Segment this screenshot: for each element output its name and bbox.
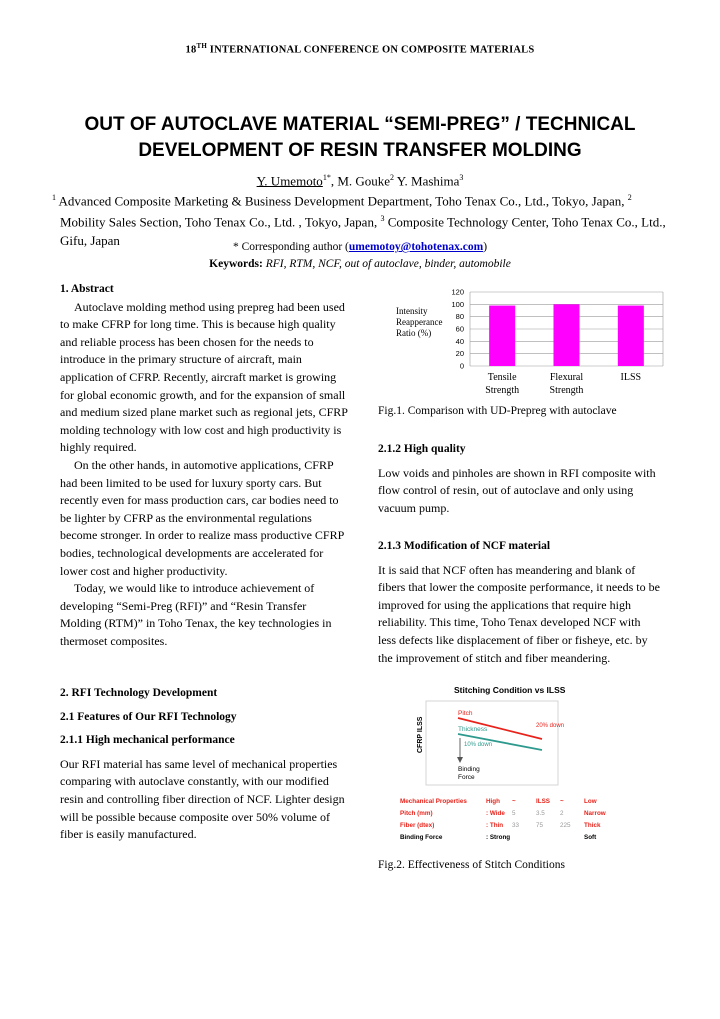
section-2 [60, 685, 348, 844]
fig2-table-cell: Thick [584, 822, 601, 829]
fig2-table-cell: : Wide [486, 810, 505, 817]
fig2-table-cell: : Strong [486, 834, 511, 841]
fig2-table-cell: Soft [584, 834, 597, 841]
fig2-table-cell: : Thin [486, 822, 504, 829]
abstract-heading: 1. Abstract [60, 283, 114, 295]
section-2-1-3-heading: 2.1.3 Modification of NCF material [378, 540, 551, 552]
section-2-1-1-paragraph: Our RFI material has same level of mechanical properties comparing with autoclave constantly, with our modified resin and controlling fiber direction of NCF. Lighter design will be possible because composite over 50% volume of fiber is easily manufactured. [60, 756, 345, 842]
section-2-1-2 [378, 441, 660, 517]
fig2-table-cell: High [486, 798, 500, 805]
fig2-binding-label-1: Binding [458, 766, 480, 773]
fig2-table-cell: 225 [560, 822, 571, 829]
chart-xtick-label: Tensile [487, 372, 517, 383]
fig2-table-cell: 33 [512, 822, 520, 829]
fig2-table-cell: Low [584, 798, 597, 805]
fig2-pitch-label: Pitch [458, 710, 473, 717]
chart-xtick-label: ILSS [620, 372, 642, 383]
fig2-table-cell: 5 [512, 810, 516, 817]
paper-title [40, 112, 680, 164]
email-link[interactable]: umemotoy@tohotenax.com [348, 241, 484, 253]
fig2-caption: Fig.2. Effectiveness of Stitch Conditions [378, 859, 565, 871]
fig2-table-cell: ILSS [536, 798, 550, 805]
chart-ytick-label: 80 [455, 312, 464, 322]
section-2-1-2-paragraph: Low voids and pinholes are shown in RFI composite with flow control of resin, out of autoclave and only using vacuum pump. [378, 465, 656, 515]
chart-bar [489, 306, 515, 366]
section-2-heading: 2. RFI Technology Development [60, 687, 218, 699]
chart-ytick-label: 40 [455, 336, 464, 346]
chart-xtick-label: Strength [485, 385, 520, 396]
chart-ytick-label: 120 [451, 287, 464, 297]
fig2-table-cell: ~ [512, 798, 516, 805]
fig2-table-cell: Mechanical Properties [400, 798, 467, 805]
chart-bar [554, 304, 580, 366]
fig2-table-cell: Fiber (dtex) [400, 822, 435, 829]
section-2-1-3 [378, 538, 660, 667]
fig2-title: Stitching Condition vs ILSS [454, 685, 566, 695]
abstract-paragraph-1: Autoclave molding method using prepreg had been used to make CFRP for long time. This is because high quality and reliable process has been chosen for the needs to introduce in the primary structure of aircraft, main application of CFRP. Recently, aircraft market is growing for global economic growth, and for the expansion of small and medium sized plane market such as regional jets, CFRP molding technology with low cost and high productivity is highly required. [60, 299, 348, 455]
fig2-thickness-down: 10% down [464, 742, 493, 748]
corresponding-author: * Corresponding author (umemotoy@tohotenax.com) [232, 241, 488, 253]
fig2-table-cell: Binding Force [400, 834, 443, 841]
fig2-table-cell: 2 [560, 810, 564, 817]
affiliations: $^1$ Advanced Composite Marketing & Business Development Department, Toho Tenax Co., Ltd., Tokyo, Japan, $^2$ Mobility Sales Section, Toho Tenax Co., Ltd. , Tokyo, Japan, $^3$ Composite Technology Center, Toho Tenax Co., Ltd., Gifu, Japan [52, 193, 666, 248]
chart-ytick-label: 100 [451, 299, 464, 309]
chart-ytick-label: 60 [455, 324, 464, 334]
section-2-1-2-heading: 2.1.2 High quality [378, 443, 466, 455]
abstract-section [60, 281, 348, 650]
section-2-1-3-paragraph: It is said that NCF often has meandering and blank of fibers that lower the composite performance, it needs to be improved for using the applications that require high reliability. This time, Toho Tenax developed NCF with less defects like displacement of fiber or fisheye, etc. by the improvement of stitch and fiber meandering. [378, 562, 660, 665]
fig2-table-cell: ~ [560, 798, 564, 805]
author-2: , M. Gouke [330, 173, 391, 189]
section-2-1-heading: 2.1 Features of Our RFI Technology [60, 710, 237, 723]
fig2-table-cell: 75 [536, 822, 544, 829]
chart-ytick-label: 0 [459, 361, 464, 371]
keywords: Keywords: RFI, RTM, NCF, out of autoclave, binder, automobile [209, 258, 511, 270]
abstract-paragraph-2: On the other hands, in automotive applications, CFRP had been limited to be used for luxury sporty cars. But recently even for mass production cars, car bodies need to be lighter by CFRP as the environmental regulations become stronger. In order to realize mass productive CFRP bodies, technological developments are accelerated for lower cost and higher productivity. [60, 457, 344, 578]
chart-ylabel-line: Intensity [396, 306, 428, 316]
fig2-thickness-label: Thickness [458, 726, 488, 733]
fig2-stitch-diagram [400, 683, 620, 853]
conference-header: 18TH INTERNATIONAL CONFERENCE ON COMPOSITE MATERIALS [185, 42, 535, 56]
title-line-1: OUT OF AUTOCLAVE MATERIAL “SEMI-PREG” / TECHNICAL [84, 114, 636, 135]
author-1: Y. Umemoto [256, 173, 323, 189]
chart-ylabel-line: Reapperance [396, 317, 443, 327]
section-2-1-1-heading: 2.1.1 High mechanical performance [60, 734, 235, 747]
fig2-table-cell: 3.5 [536, 810, 545, 817]
fig1-caption: Fig.1. Comparison with UD-Prepreg with autoclave [378, 405, 617, 417]
chart-ytick-label: 20 [455, 349, 464, 359]
fig2-table-cell: Pitch (mm) [400, 810, 433, 817]
abstract-paragraph-3: Today, we would like to introduce achievement of developing “Semi-Preg (RFI)” and “Resin Transfer Molding (RTM)” in Toho Tenax, the key technologies in thermoset composites. [60, 581, 332, 648]
fig1-bar-chart [378, 282, 668, 404]
title-line-2: DEVELOPMENT OF RESIN TRANSFER MOLDING [138, 140, 582, 161]
authors: Y. Umemoto$^{1*}$, M. Gouke$^2$ Y. Mashima$^3$ [256, 173, 464, 189]
chart-bar [618, 306, 644, 366]
author-3: Y. Mashima [394, 173, 460, 189]
fig2-binding-label-2: Force [458, 774, 475, 781]
chart-ylabel-line: Ratio (%) [396, 328, 432, 338]
fig2-ylabel: CFRP ILSS [417, 716, 424, 753]
chart-xtick-label: Flexural [549, 372, 584, 383]
fig2-table-cell: Narrow [584, 810, 606, 817]
chart-xtick-label: Strength [549, 385, 584, 396]
fig2-pitch-down: 20% down [536, 723, 565, 729]
